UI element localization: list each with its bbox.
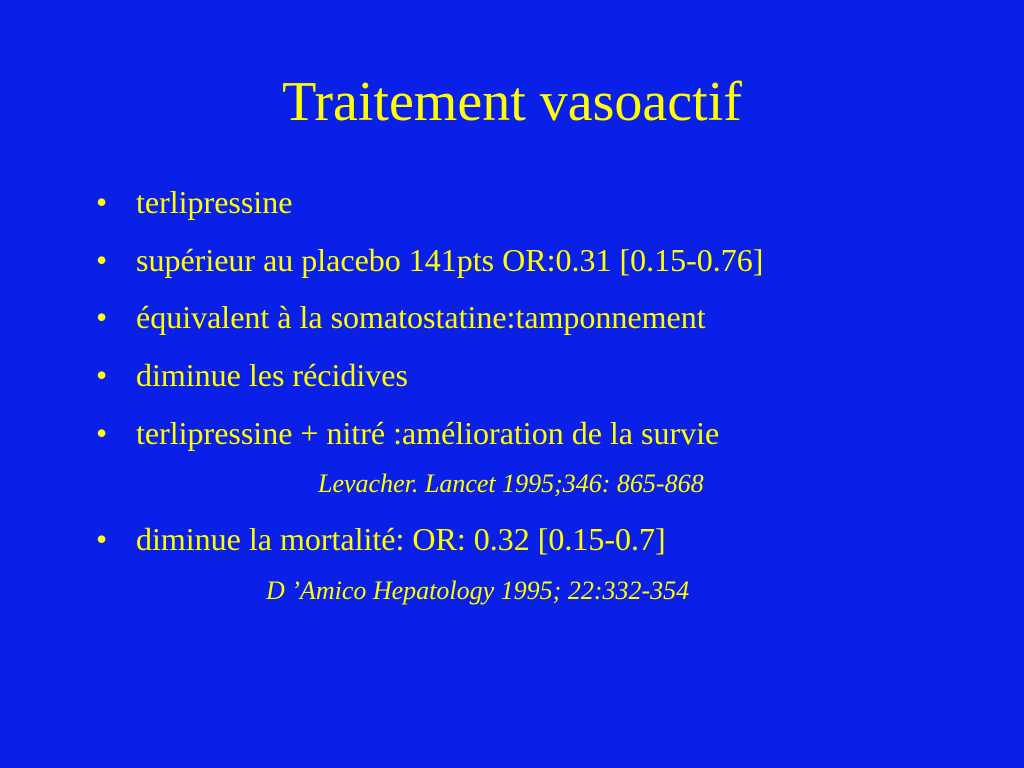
bullet-item bbox=[96, 355, 408, 395]
bullet-marker: • bbox=[96, 299, 108, 335]
bullet-item bbox=[96, 297, 706, 337]
bullet-text: diminue la mortalité: OR: 0.32 [0.15-0.7] bbox=[136, 521, 666, 557]
bullet-text: supérieur au placebo 141pts OR:0.31 [0.15-0.76] bbox=[136, 242, 764, 278]
bullet-marker: • bbox=[96, 184, 108, 220]
bullet-marker: • bbox=[96, 415, 108, 451]
bullet-text: équivalent à la somatostatine:tamponnement bbox=[136, 299, 706, 335]
bullet-item bbox=[96, 519, 666, 559]
bullet-text: terlipressine + nitré :amélioration de la survie bbox=[136, 415, 720, 451]
citation-damico: D ’Amico Hepatology 1995; 22:332-354 bbox=[266, 576, 690, 605]
bullet-item bbox=[96, 240, 763, 280]
slide-title: Traitement vasoactif bbox=[282, 71, 742, 133]
bullet-marker: • bbox=[96, 357, 108, 393]
bullet-marker: • bbox=[96, 242, 108, 278]
bullet-item bbox=[96, 413, 719, 453]
citation-levacher: Levacher. Lancet 1995;346: 865-868 bbox=[318, 469, 704, 498]
bullet-text: diminue les récidives bbox=[136, 357, 408, 393]
bullet-text: terlipressine bbox=[136, 184, 293, 220]
bullet-marker: • bbox=[96, 521, 108, 557]
bullet-item bbox=[96, 182, 292, 222]
